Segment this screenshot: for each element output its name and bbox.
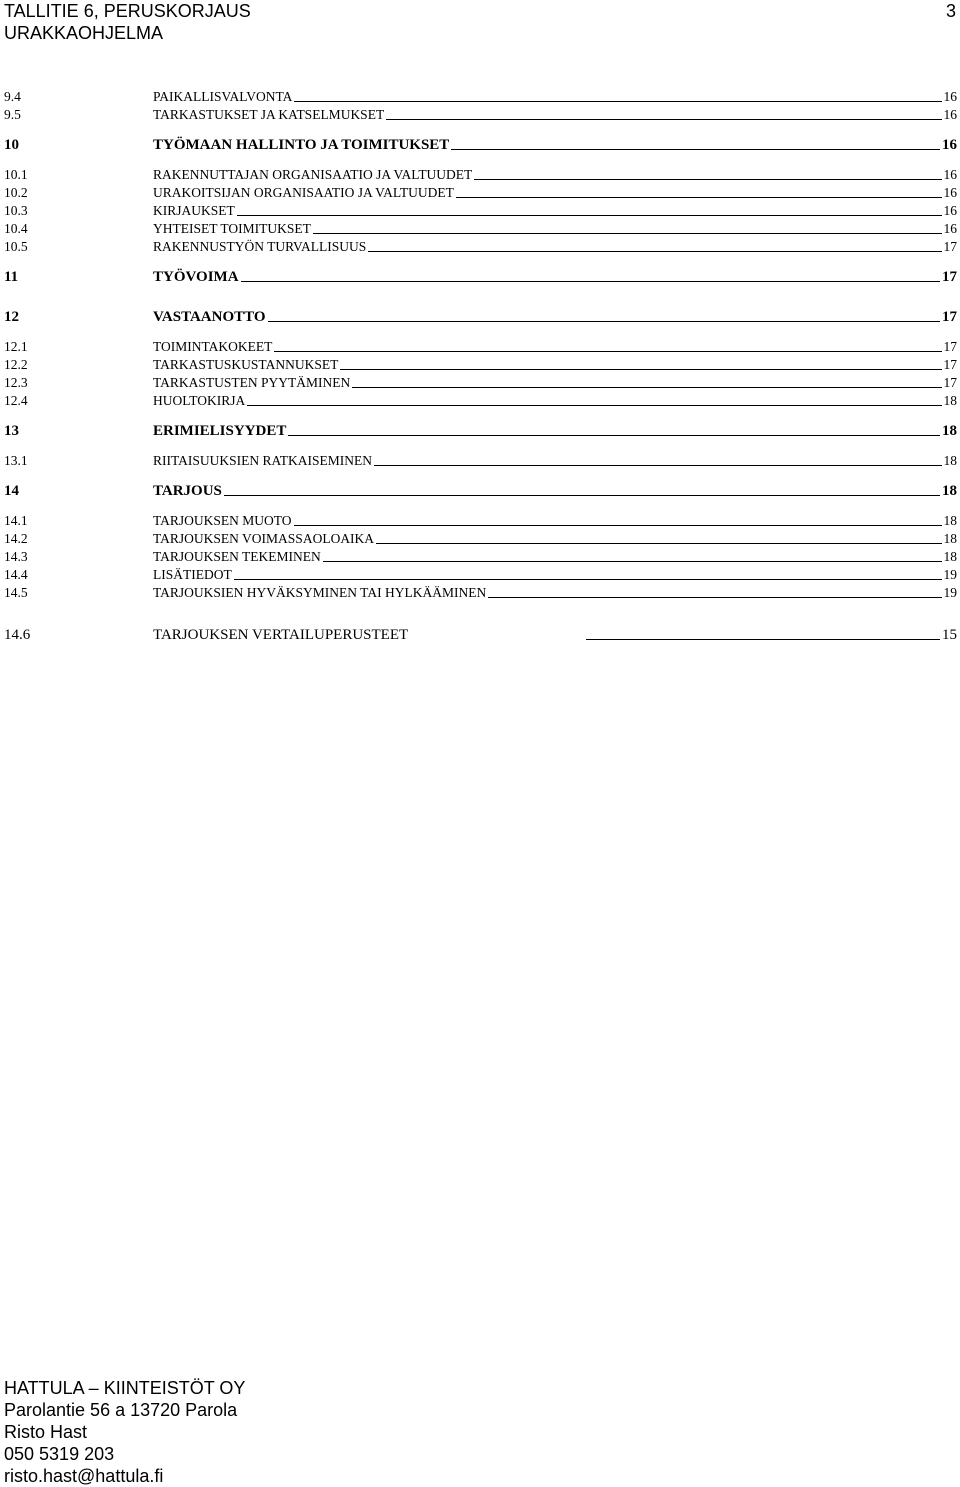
toc-entry-12-3[interactable] [4, 373, 957, 391]
toc-entry-12[interactable] [4, 306, 957, 325]
toc-number: 11 [4, 269, 19, 285]
toc-page: 18 [943, 531, 957, 546]
toc-entry-14-2[interactable] [4, 529, 957, 547]
dot-leader [237, 215, 942, 216]
toc-entry-14-1[interactable] [4, 511, 957, 529]
toc-title: TYÖMAAN HALLINTO JA TOIMITUKSET [153, 137, 450, 153]
toc-number: 14.4 [4, 567, 28, 582]
dot-leader [586, 639, 940, 640]
dot-leader [288, 435, 940, 436]
toc-entry-12-4[interactable] [4, 391, 957, 409]
spacer [4, 325, 957, 337]
dot-leader [241, 281, 940, 282]
toc-title: RAKENNUTTAJAN ORGANISAATIO JA VALTUUDET [153, 167, 473, 182]
toc-number: 14.2 [4, 531, 28, 546]
toc-entry-14-6[interactable] [4, 624, 957, 643]
toc-title: TYÖVOIMA [153, 269, 239, 285]
spacer [4, 499, 957, 511]
toc-page: 16 [943, 203, 957, 218]
toc-entry-10-1[interactable] [4, 165, 957, 183]
toc-page: 18 [943, 453, 957, 468]
spacer [4, 285, 957, 306]
toc-page: 16 [943, 167, 957, 182]
toc-title: TARJOUKSEN MUOTO [153, 513, 292, 528]
toc-entry-14-3[interactable] [4, 547, 957, 565]
dot-leader [376, 543, 941, 544]
toc-number: 14.3 [4, 549, 28, 564]
toc-number: 12 [4, 309, 19, 325]
toc-entry-13[interactable] [4, 420, 957, 439]
toc-entry-12-2[interactable] [4, 355, 957, 373]
toc-title: TARJOUKSEN TEKEMINEN [153, 549, 321, 564]
toc-number: 12.2 [4, 357, 28, 372]
dot-leader [386, 119, 941, 120]
spacer [4, 439, 957, 451]
toc-page: 18 [943, 393, 957, 408]
toc-number: 12.3 [4, 375, 28, 390]
footer-email: risto.hast@hattula.fi [4, 1466, 164, 1486]
page-footer [4, 1377, 245, 1487]
toc-number: 14 [4, 483, 19, 499]
toc-entry-10-5[interactable] [4, 237, 957, 255]
spacer [4, 123, 957, 134]
dot-leader [268, 321, 940, 322]
toc-number: 14.6 [4, 627, 31, 643]
toc-page: 17 [942, 309, 957, 325]
toc-page: 16 [943, 185, 957, 200]
toc-number: 12.1 [4, 339, 28, 354]
toc-page: 15 [942, 627, 957, 643]
toc-title: YHTEISET TOIMITUKSET [153, 221, 311, 236]
dot-leader [323, 561, 942, 562]
dot-leader [224, 495, 940, 496]
table-of-contents [4, 87, 957, 643]
toc-page: 19 [943, 585, 957, 600]
dot-leader [294, 101, 941, 102]
dot-leader [352, 387, 941, 388]
dot-leader [313, 233, 942, 234]
page-header [4, 0, 960, 44]
spacer [4, 469, 957, 480]
toc-page: 17 [943, 375, 957, 390]
toc-title: TARKASTUSKUSTANNUKSET [153, 357, 339, 372]
toc-page: 16 [943, 221, 957, 236]
toc-number: 10.5 [4, 239, 28, 254]
toc-title: TARKASTUSTEN PYYTÄMINEN [153, 375, 351, 390]
toc-entry-11[interactable] [4, 266, 957, 285]
toc-entry-10[interactable] [4, 134, 957, 153]
toc-title: TARJOUKSEN VERTAILUPERUSTEET [153, 627, 409, 643]
toc-title: TARJOUS [153, 483, 222, 499]
toc-page: 17 [942, 269, 957, 285]
dot-leader [234, 579, 942, 580]
document-title: TALLITIE 6, PERUSKORJAUS [4, 1, 251, 21]
toc-number: 10.3 [4, 203, 28, 218]
toc-entry-10-3[interactable] [4, 201, 957, 219]
dot-leader [247, 405, 941, 406]
toc-title: PAIKALLISVALVONTA [153, 89, 293, 104]
toc-title: TARKASTUKSET JA KATSELMUKSET [153, 107, 385, 122]
page-number: 3 [945, 1, 956, 21]
toc-entry-9-5[interactable] [4, 105, 957, 123]
toc-entry-10-4[interactable] [4, 219, 957, 237]
toc-number: 9.5 [4, 107, 21, 122]
document-subtitle: URAKKAOHJELMA [4, 23, 164, 43]
toc-number: 10.4 [4, 221, 28, 236]
toc-page: 17 [943, 239, 957, 254]
dot-leader [474, 179, 941, 180]
dot-leader [488, 597, 941, 598]
toc-page: 16 [943, 107, 957, 122]
spacer [4, 255, 957, 266]
dot-leader [368, 251, 941, 252]
toc-title: HUOLTOKIRJA [153, 393, 246, 408]
toc-entry-10-2[interactable] [4, 183, 957, 201]
toc-title: LISÄTIEDOT [153, 567, 232, 582]
toc-number: 13.1 [4, 453, 28, 468]
spacer [4, 409, 957, 420]
toc-entry-12-1[interactable] [4, 337, 957, 355]
toc-title: TARJOUKSEN VOIMASSAOLOAIKA [153, 531, 375, 546]
toc-title: VASTAANOTTO [153, 309, 266, 325]
toc-entry-14-5[interactable] [4, 583, 957, 601]
toc-entry-9-4[interactable] [4, 87, 957, 105]
toc-number: 10.2 [4, 185, 28, 200]
dot-leader [451, 149, 940, 150]
footer-company: HATTULA – KIINTEISTÖT OY [4, 1378, 246, 1398]
toc-title: URAKOITSIJAN ORGANISAATIO JA VALTUUDET [153, 185, 454, 200]
toc-entry-13-1[interactable] [4, 451, 957, 469]
toc-number: 9.4 [4, 89, 21, 104]
toc-page: 18 [942, 423, 957, 439]
toc-title: RIITAISUUKSIEN RATKAISEMINEN [153, 453, 373, 468]
toc-entry-14-4[interactable] [4, 565, 957, 583]
spacer [4, 153, 957, 165]
toc-title: TOIMINTAKOKEET [153, 339, 273, 354]
footer-contact-name: Risto Hast [4, 1422, 88, 1442]
toc-page: 19 [943, 567, 957, 582]
toc-page: 16 [943, 89, 957, 104]
dot-leader [274, 351, 941, 352]
toc-title: TARJOUKSIEN HYVÄKSYMINEN TAI HYLKÄÄMINEN [153, 585, 487, 600]
toc-page: 18 [943, 549, 957, 564]
toc-number: 14.1 [4, 513, 28, 528]
toc-number: 13 [4, 423, 19, 439]
toc-page: 17 [943, 339, 957, 354]
toc-title: ERIMIELISYYDET [153, 423, 287, 439]
spacer [4, 601, 957, 624]
toc-page: 16 [942, 137, 957, 153]
toc-entry-14[interactable] [4, 480, 957, 499]
dot-leader [294, 525, 942, 526]
toc-number: 10 [4, 137, 19, 153]
footer-phone: 050 5319 203 [4, 1444, 115, 1464]
toc-number: 12.4 [4, 393, 28, 408]
toc-title: RAKENNUSTYÖN TURVALLISUUS [153, 239, 367, 254]
dot-leader [340, 369, 941, 370]
toc-title: KIRJAUKSET [153, 203, 235, 218]
dot-leader [374, 465, 941, 466]
dot-leader [456, 197, 942, 198]
toc-number: 14.5 [4, 585, 28, 600]
toc-page: 18 [942, 483, 957, 499]
header-row [4, 0, 960, 22]
footer-address: Parolantie 56 a 13720 Parola [4, 1400, 238, 1420]
toc-page: 17 [943, 357, 957, 372]
toc-page: 18 [943, 513, 957, 528]
toc-number: 10.1 [4, 167, 28, 182]
